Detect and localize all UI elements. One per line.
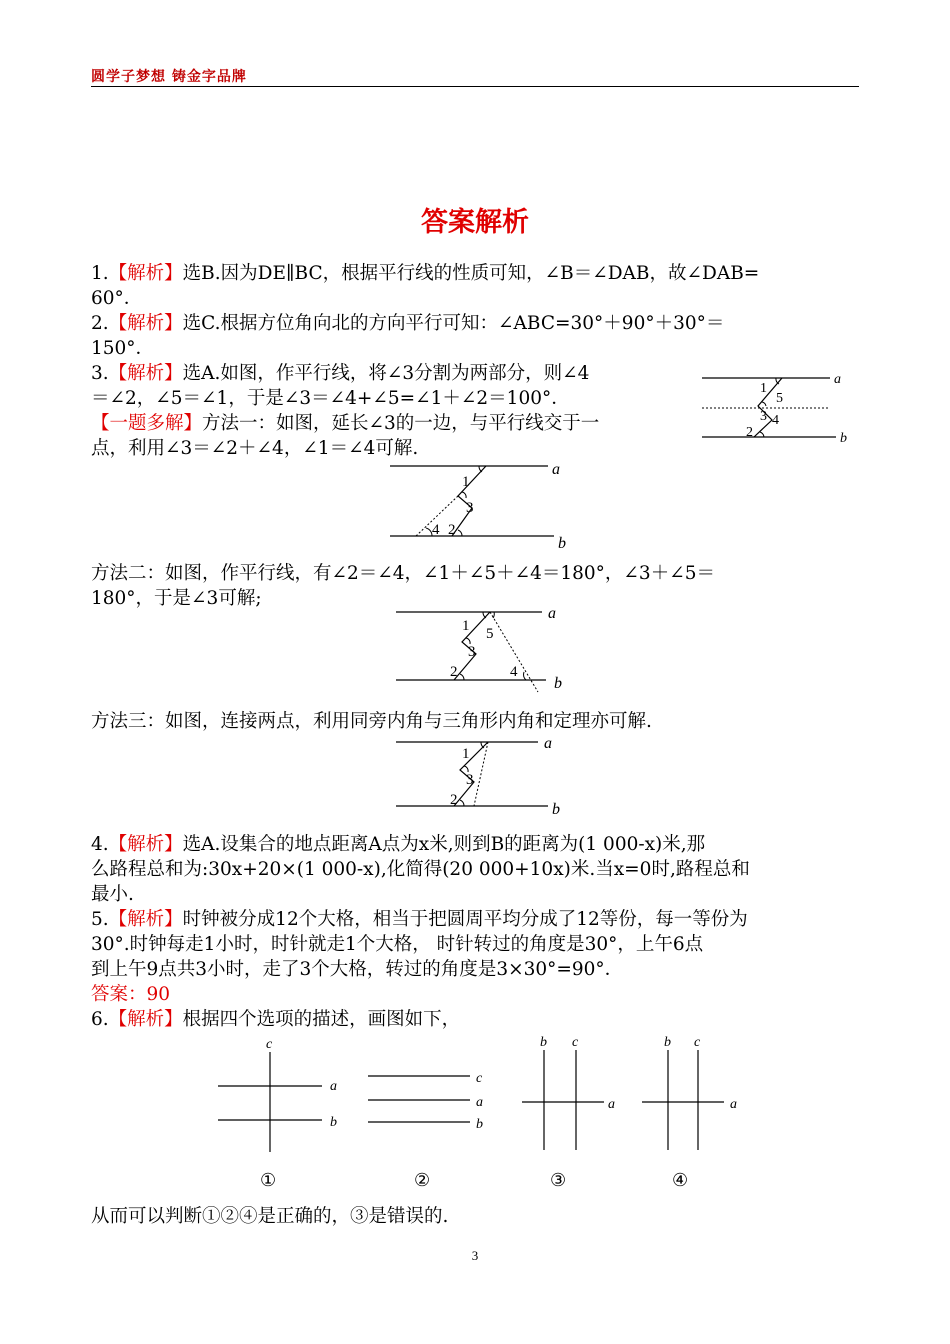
page-title: 答案解析 xyxy=(421,207,529,238)
fig-c-label-1: 1 xyxy=(462,618,470,634)
fig-b-label-3: 3 xyxy=(466,500,474,516)
fig-c-label-4: 4 xyxy=(510,664,518,680)
fig-b-label-b: b xyxy=(558,535,566,552)
fig-d-label-a: a xyxy=(544,735,552,752)
q3-line-2: ＝∠2，∠5＝∠1，于是∠3＝∠4+∠5=∠1＋∠2＝100°． xyxy=(91,388,570,409)
opt3-marker: ③ xyxy=(550,1170,567,1190)
opt2-marker: ② xyxy=(414,1170,431,1190)
fig-a-label-3: 3 xyxy=(760,409,767,424)
opt2-label-a: a xyxy=(476,1095,483,1110)
fig-d-label-3: 3 xyxy=(466,772,474,788)
fig-d-label-2: 2 xyxy=(450,792,458,808)
q3-method1-line-2: 点，利用∠3＝∠2＋∠4，∠1＝∠4可解. xyxy=(91,438,419,459)
q3-method2-line-2: 180°，于是∠3可解; xyxy=(91,588,262,609)
figure-method-3 xyxy=(390,732,580,818)
opt3-label-c: c xyxy=(572,1035,579,1050)
figure-method-2 xyxy=(390,600,580,696)
fig-b-label-a: a xyxy=(552,461,560,478)
q2-line-2: 150°． xyxy=(91,338,155,359)
opt2-label-c: c xyxy=(476,1071,483,1086)
opt1-label-c: c xyxy=(266,1037,273,1052)
q4-line-3: 最小. xyxy=(91,884,134,905)
q5-line-1: 5.【解析】时钟被分成12个大格，相当于把圆周平均分成了12等份，每一等份为 xyxy=(91,909,748,930)
opt3-label-b: b xyxy=(540,1035,547,1050)
fig-a-label-a: a xyxy=(834,372,841,387)
fig-d-label-1: 1 xyxy=(462,746,470,762)
opt4-label-c: c xyxy=(694,1035,701,1050)
fig-c-label-a: a xyxy=(548,605,556,622)
fig-d-label-b: b xyxy=(552,801,560,818)
fig-c-label-5: 5 xyxy=(486,626,494,642)
q5-line-2: 30°.时钟每走1小时，时针就走1个大格， 时针转过的角度是30°，上午6点 xyxy=(91,934,704,955)
q6-line-1: 6.【解析】根据四个选项的描述，画图如下， xyxy=(91,1009,461,1030)
fig-a-label-1: 1 xyxy=(760,381,767,396)
q4-line-2: 么路程总和为:30x+20×(1 000-x),化简得(20 000+10x)米.当x=0时,路程总和 xyxy=(91,859,750,880)
opt4-marker: ④ xyxy=(672,1170,689,1190)
fig-b-label-2: 2 xyxy=(448,522,456,538)
q5-line-3: 到上午9点共3小时，走了3个大格，转过的角度是3×30°=90°． xyxy=(91,959,624,980)
q6-conclusion: 从而可以判断①②④是正确的，③是错误的. xyxy=(91,1206,449,1227)
opt2-label-b: b xyxy=(476,1117,483,1132)
opt4-label-b: b xyxy=(664,1035,671,1050)
q3-method1-line-1: 【一题多解】方法一：如图，延长∠3的一边，与平行线交于一 xyxy=(91,413,600,434)
fig-a-label-b: b xyxy=(840,431,847,446)
opt1-label-a: a xyxy=(330,1079,337,1094)
fig-a-label-2: 2 xyxy=(746,425,753,440)
figure-q3-main xyxy=(696,368,856,452)
figure-q6-options xyxy=(200,1030,760,1195)
q3-method2-line-1: 方法二：如图，作平行线，有∠2＝∠4，∠1＋∠5＋∠4＝180°，∠3＋∠5＝ xyxy=(91,563,715,584)
fig-a-label-5: 5 xyxy=(776,391,783,406)
page-number: 3 xyxy=(471,1248,479,1263)
q3-line-1: 3.【解析】选A.如图，作平行线，将∠3分割为两部分，则∠4 xyxy=(91,363,590,384)
opt1-marker: ① xyxy=(260,1170,277,1190)
q4-line-1: 4.【解析】选A.设集合的地点距离A点为x米,则到B的距离为(1 000-x)米,那 xyxy=(91,834,706,855)
header-slogan: 圆学子梦想 铸金字品牌 xyxy=(91,69,247,85)
q1-line-1: 1.【解析】选B.因为DE∥BC，根据平行线的性质可知，∠B＝∠DAB，故∠DAB= xyxy=(91,263,760,284)
q5-answer: 答案：90 xyxy=(91,984,171,1005)
q3-method3-line-1: 方法三：如图，连接两点，利用同旁内角与三角形内角和定理亦可解. xyxy=(91,711,652,732)
q2-line-1: 2.【解析】选C.根据方位角向北的方向平行可知：∠ABC=30°＋90°＋30°＝ xyxy=(91,313,725,334)
q1-line-2: 60°． xyxy=(91,288,143,309)
opt1-label-b: b xyxy=(330,1115,337,1130)
fig-b-label-4: 4 xyxy=(432,522,440,538)
fig-c-label-2: 2 xyxy=(450,664,458,680)
fig-a-label-4: 4 xyxy=(772,413,779,428)
opt4-label-a: a xyxy=(730,1097,737,1112)
opt3-label-a: a xyxy=(608,1097,615,1112)
header-rule xyxy=(91,86,859,87)
figure-method-1 xyxy=(380,458,580,554)
fig-c-label-b: b xyxy=(554,675,562,692)
fig-c-label-3: 3 xyxy=(468,644,476,660)
fig-b-label-1: 1 xyxy=(462,474,470,490)
